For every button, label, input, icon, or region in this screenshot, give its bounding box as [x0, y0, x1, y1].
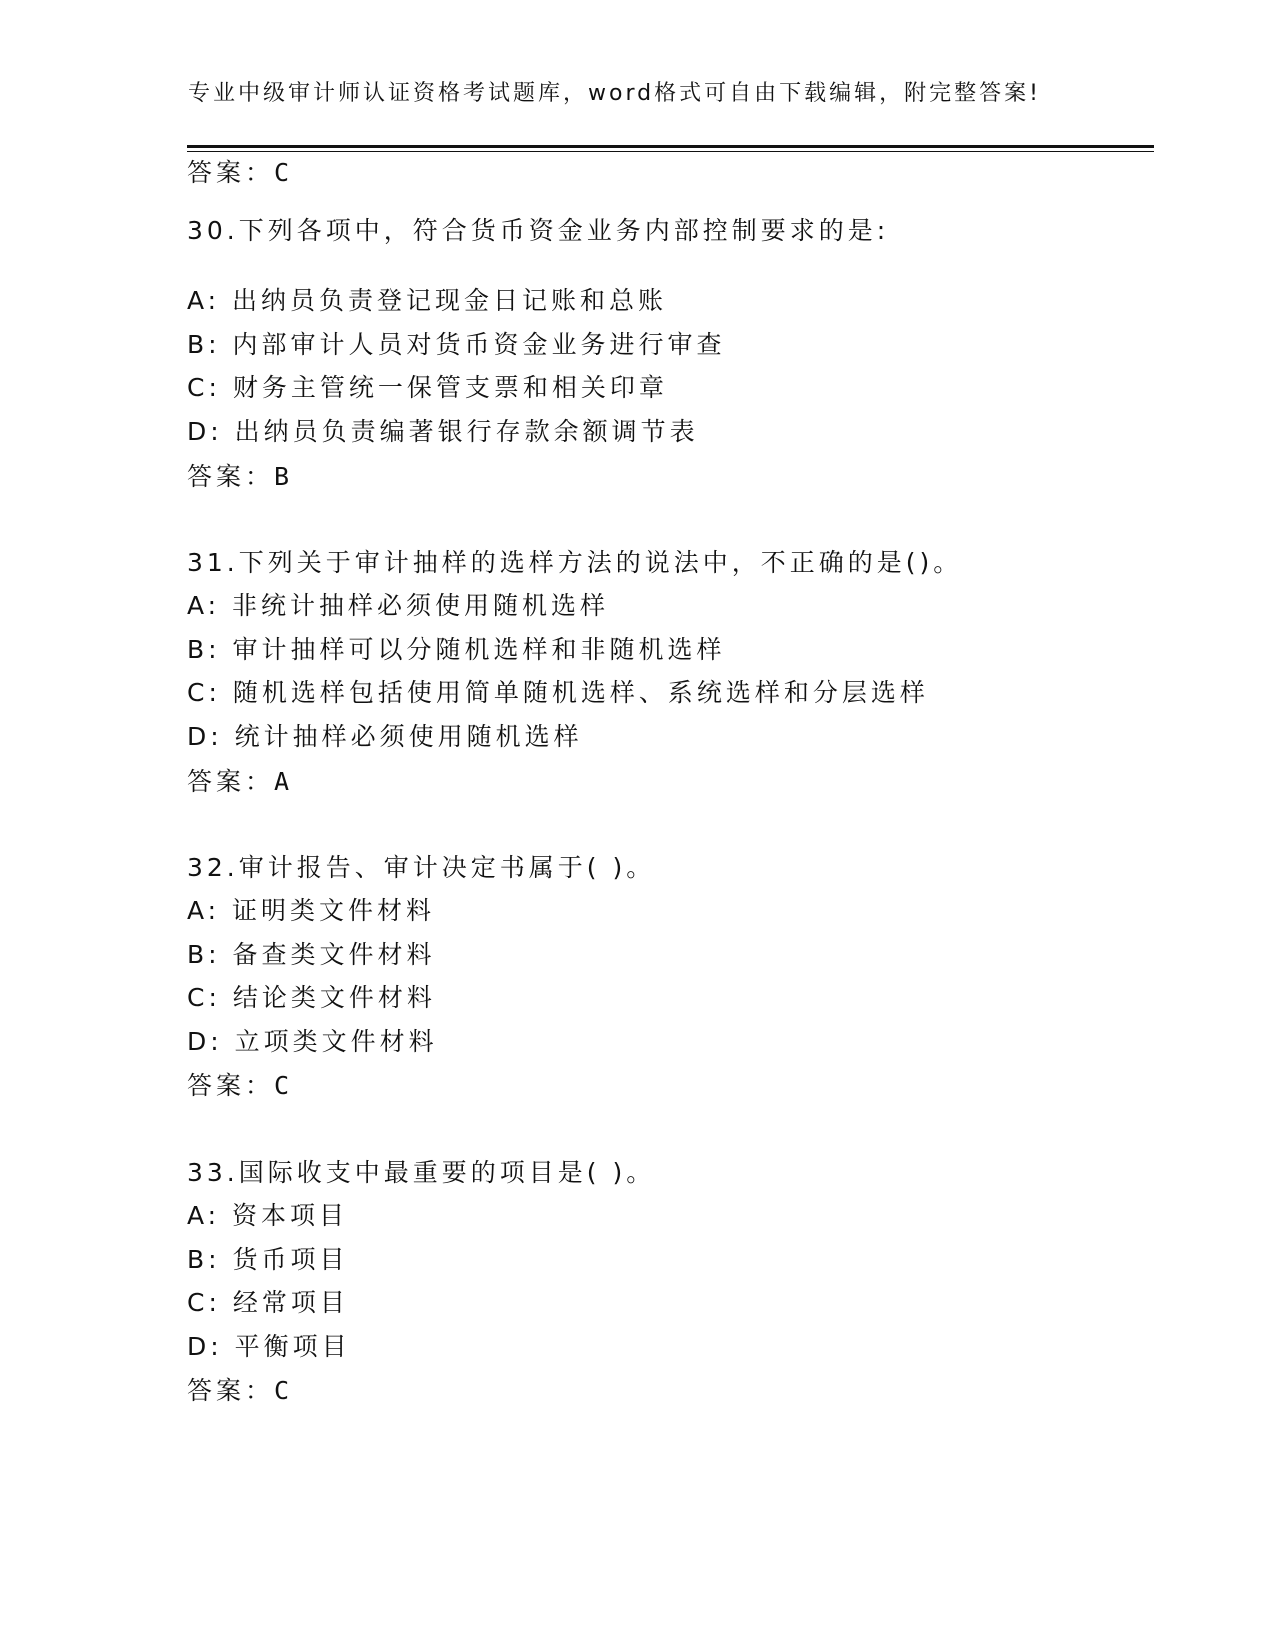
answer-label: 答案：	[187, 1376, 275, 1405]
question-stem-31: 31.下列关于审计抽样的选样方法的说法中，不正确的是()。	[187, 548, 963, 577]
answer-value: C	[274, 1376, 292, 1405]
option-31-c: C: 随机选样包括使用简单随机选样、系统选样和分层选样	[187, 678, 929, 707]
header-rule-thick	[187, 145, 1154, 148]
option-32-c: C: 结论类文件材料	[187, 983, 436, 1012]
answer-value: C	[274, 158, 292, 187]
option-33-a: A: 资本项目	[187, 1201, 349, 1230]
answer-line-32	[187, 1071, 291, 1101]
question-stem-33: 33.国际收支中最重要的项目是( )。	[187, 1158, 656, 1187]
answer-line-30	[187, 462, 291, 492]
answer-label: 答案：	[187, 158, 275, 187]
answer-label: 答案：	[187, 767, 275, 796]
answer-value: A	[274, 767, 292, 796]
option-32-d: D: 立项类文件材料	[187, 1027, 438, 1056]
answer-value: B	[274, 462, 292, 491]
question-stem-30: 30.下列各项中，符合货币资金业务内部控制要求的是:	[187, 216, 890, 245]
option-33-d: D: 平衡项目	[187, 1332, 351, 1361]
option-30-a: A: 出纳员负责登记现金日记账和总账	[187, 286, 668, 315]
page-header: 专业中级审计师认证资格考试题库，word格式可自由下载编辑，附完整答案!	[188, 81, 1041, 106]
option-33-b: B: 货币项目	[187, 1245, 349, 1274]
option-30-b: B: 内部审计人员对货币资金业务进行审查	[187, 330, 726, 359]
option-31-d: D: 统计抽样必须使用随机选样	[187, 722, 583, 751]
option-31-b: B: 审计抽样可以分随机选样和非随机选样	[187, 635, 726, 664]
answer-line-29	[187, 158, 291, 188]
answer-line-33	[187, 1376, 291, 1406]
answer-line-31	[187, 767, 291, 797]
option-33-c: C: 经常项目	[187, 1288, 349, 1317]
option-30-c: C: 财务主管统一保管支票和相关印章	[187, 373, 668, 402]
question-stem-32: 32.审计报告、审计决定书属于( )。	[187, 853, 656, 882]
header-rule-thin	[187, 151, 1154, 152]
option-30-d: D: 出纳员负责编著银行存款余额调节表	[187, 417, 699, 446]
answer-label: 答案：	[187, 1071, 275, 1100]
answer-value: C	[274, 1071, 292, 1100]
option-32-a: A: 证明类文件材料	[187, 896, 436, 925]
option-32-b: B: 备查类文件材料	[187, 940, 436, 969]
option-31-a: A: 非统计抽样必须使用随机选样	[187, 591, 610, 620]
answer-label: 答案：	[187, 462, 275, 491]
